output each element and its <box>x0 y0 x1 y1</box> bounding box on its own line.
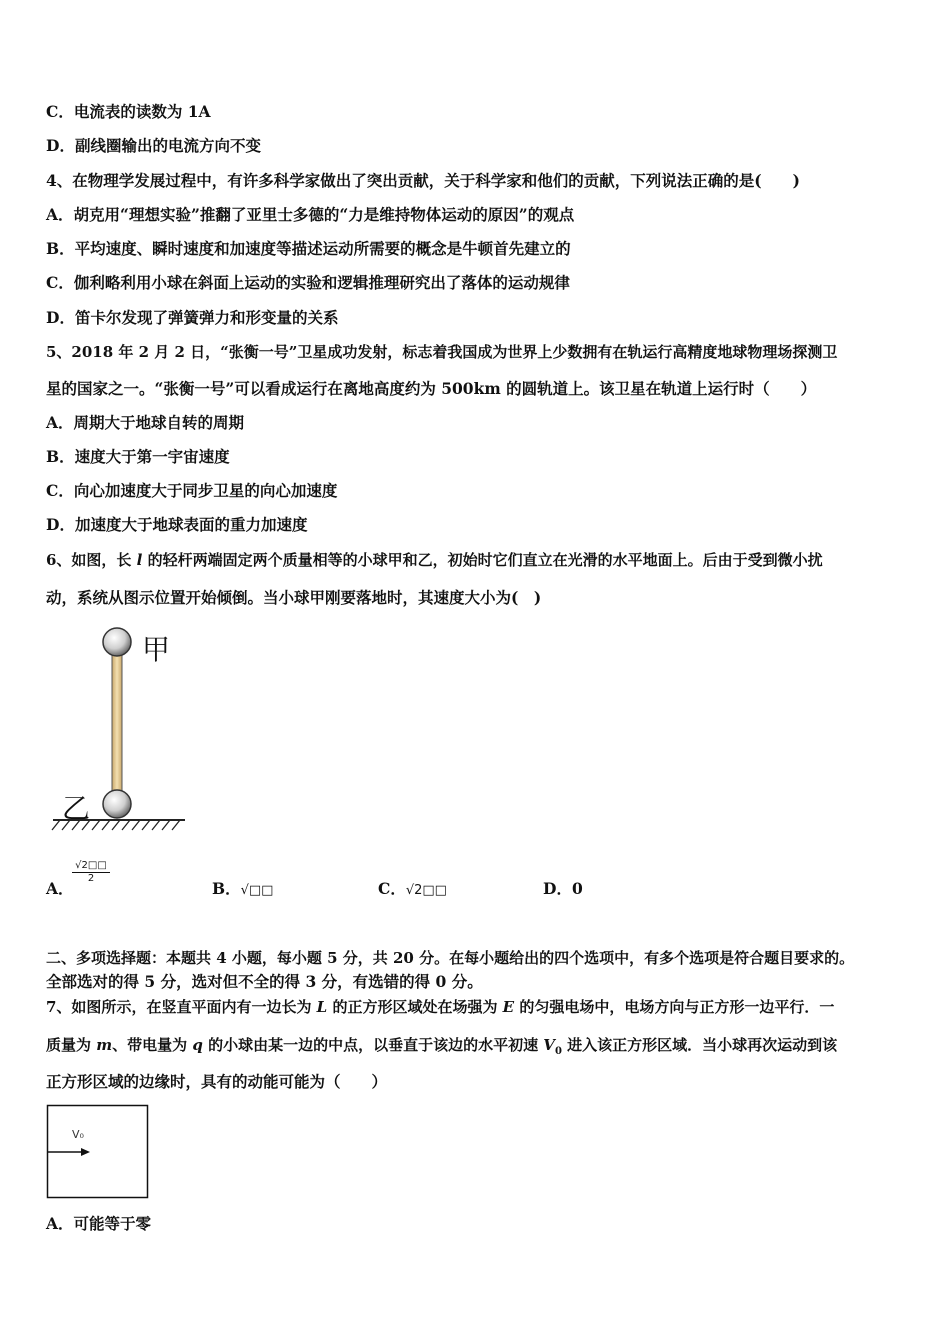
q4-option-a: A．胡克用“理想实验”推翻了亚里士多德的“力是维持物体运动的原因”的观点 <box>46 205 575 224</box>
q4-option-d: D．笛卡尔发现了弹簧弹力和形变量的关系 <box>46 308 339 327</box>
q7-option-a: A．可能等于零 <box>46 1214 152 1233</box>
q3-option-d: D．副线圈输出的电流方向不变 <box>46 136 261 155</box>
q4-stem: 4、在物理学发展过程中，有许多科学家做出了突出贡献，关于科学家和他们的贡献，下列说法正确的是( ) <box>46 171 800 190</box>
ball-top <box>103 628 131 656</box>
option-c-formula: √2□□ <box>405 883 447 898</box>
q6-option-a: A． <box>46 879 74 898</box>
q5-stem-line1: 5、2018 年 2 月 2 日，“张衡一号”卫星成功发射，标志着我国成为世界上少数拥有在轨运行高精度地球物理场探测卫 <box>46 343 838 361</box>
q5-option-b: B．速度大于第一宇宙速度 <box>46 447 230 466</box>
q6-option-d: D．0 <box>543 879 583 898</box>
q4-option-c: C．伽利略利用小球在斜面上运动的实验和逻辑推理研究出了落体的运动规律 <box>46 273 570 292</box>
q7-stem-line2: 质量为 m、带电量为 q 的小球由某一边的中点，以垂直于该边的水平初速 $V_0$ 进入该正方形区域．当小球再次运动到该 <box>46 1036 838 1057</box>
formula-numerator: √2□□ <box>72 860 110 873</box>
q5-option-d: D．加速度大于地球表面的重力加速度 <box>46 515 308 534</box>
option-b-formula: √□□ <box>240 883 274 898</box>
ball-bottom <box>103 790 131 818</box>
q7-stem-line3: 正方形区域的边缘时，具有的动能可能为（ ） <box>46 1072 388 1091</box>
q3-option-c: C．电流表的读数为 1A <box>46 102 211 121</box>
q4-option-b: B．平均速度、瞬时速度和加速度等描述运动所需要的概念是牛顿首先建立的 <box>46 239 571 258</box>
section2-line1: 二、多项选择题：本题共 4 小题，每小题 5 分，共 20 分。在每小题给出的四个选项中，有多个选项是符合题目要求的。 <box>46 949 855 967</box>
velocity-label: V₀ <box>72 1128 84 1141</box>
q7-stem-line1: 7、如图所示，在竖直平面内有一边长为 L 的正方形区域处在场强为 E 的匀强电场中，电场方向与正方形一边平行．一 <box>46 998 835 1016</box>
q7-square-figure <box>46 1104 150 1200</box>
label-bottom: 乙 <box>62 792 91 825</box>
q6-rod-figure <box>48 622 193 834</box>
q6-option-c: C．√2□□ <box>378 879 447 898</box>
q5-option-a: A．周期大于地球自转的周期 <box>46 413 245 432</box>
q6-option-a-formula <box>72 860 110 885</box>
formula-denominator: 2 <box>87 873 95 884</box>
label-top: 甲 <box>142 633 171 666</box>
q6-stem-line1: 6、如图，长 l 的轻杆两端固定两个质量相等的小球甲和乙，初始时它们直立在光滑的水平地面上。后由于受到微小扰 <box>46 551 823 569</box>
rod <box>112 650 122 800</box>
q5-option-c: C．向心加速度大于同步卫星的向心加速度 <box>46 481 338 500</box>
q6-option-b: B．√□□ <box>212 879 274 898</box>
q6-stem-line2: 动，系统从图示位置开始倾倒。当小球甲刚要落地时，其速度大小为( ) <box>46 588 542 607</box>
q5-stem-line2: 星的国家之一。“张衡一号”可以看成运行在离地高度约为 500km 的圆轨道上。该卫星在轨道上运行时（ ） <box>46 379 817 398</box>
section2-line2: 全部选对的得 5 分，选对但不全的得 3 分，有选错的得 0 分。 <box>46 972 483 991</box>
